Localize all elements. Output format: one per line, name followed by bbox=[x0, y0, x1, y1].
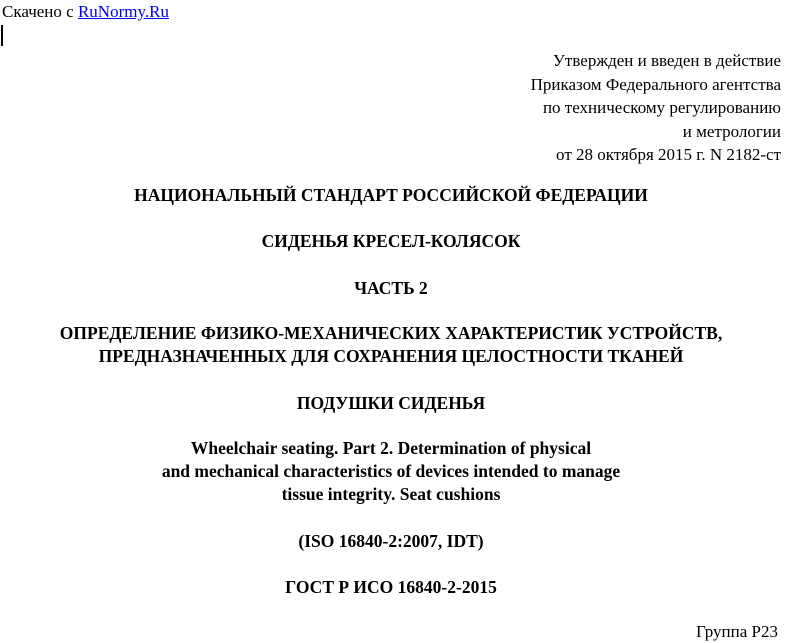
text-cursor bbox=[1, 25, 3, 46]
approval-line: и метрологии bbox=[682, 121, 781, 141]
approval-line: от 28 октября 2015 г. N 2182-ст bbox=[556, 145, 781, 164]
english-title-line: and mechanical characteristics of devices intended to manage bbox=[161, 461, 621, 481]
english-title bbox=[0, 437, 786, 506]
definition-line: ПРЕДНАЗНАЧЕННЫХ ДЛЯ СОХРАНЕНИЯ ЦЕЛОСТНОСТИ ТКАНЕЙ bbox=[98, 346, 684, 366]
cushions-heading: ПОДУШКИ СИДЕНЬЯ bbox=[296, 393, 486, 413]
approval-block bbox=[531, 49, 781, 167]
english-title-line: tissue integrity. Seat cushions bbox=[281, 484, 501, 504]
source-line bbox=[2, 2, 169, 22]
national-standard-heading: НАЦИОНАЛЬНЫЙ СТАНДАРТ РОССИЙСКОЙ ФЕДЕРАЦИИ bbox=[134, 185, 648, 205]
group-label: Группа Р23 bbox=[696, 622, 778, 641]
approval-line: Утвержден и введен в действие bbox=[552, 51, 781, 70]
definition-line: ОПРЕДЕЛЕНИЕ ФИЗИКО-МЕХАНИЧЕСКИХ ХАРАКТЕРИСТИК УСТРОЙСТВ, bbox=[59, 323, 723, 343]
seating-heading: СИДЕНЬЯ КРЕСЕЛ-КОЛЯСОК bbox=[261, 231, 521, 251]
english-title-line: Wheelchair seating. Part 2. Determination of physical bbox=[190, 438, 592, 458]
iso-reference: (ISO 16840-2:2007, IDT) bbox=[298, 531, 484, 551]
source-prefix: Скачено с bbox=[2, 2, 78, 21]
part-heading: ЧАСТЬ 2 bbox=[354, 278, 428, 298]
gost-designation: ГОСТ Р ИСО 16840-2-2015 bbox=[285, 577, 497, 597]
source-link[interactable]: RuNormy.Ru bbox=[77, 2, 169, 21]
definition-heading bbox=[0, 322, 786, 368]
approval-line: Приказом Федерального агентства bbox=[530, 74, 781, 94]
approval-line: по техническому регулированию bbox=[542, 98, 781, 117]
